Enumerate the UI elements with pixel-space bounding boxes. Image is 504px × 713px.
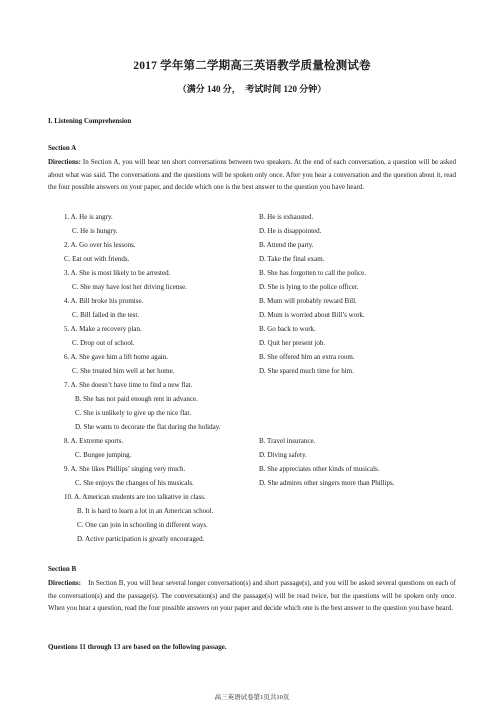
q5-option-c: C. Drop out of school. [72, 339, 135, 347]
section-b-heading: Section B [48, 565, 77, 573]
q2-option-c: C. Eat out with friends. [64, 255, 130, 263]
q7-option-d: D. She wants to decorate the flat during the holiday. [75, 423, 221, 431]
q8-option-b: B. Travel insurance. [259, 437, 316, 445]
q4-option-d: D. Mum is worried about Bill’s work. [259, 311, 365, 319]
q4-option-a: 4. A. Bill broke his promise. [64, 297, 144, 305]
q9-option-c: C. She enjoys the changes of his musicals. [75, 479, 194, 487]
q6-option-a: 6. A. She gave him a lift home again. [64, 353, 169, 361]
q4-option-b: B. Mum will probably reward Bill. [259, 297, 357, 305]
q6-option-c: C. She treated him well at her home. [72, 367, 175, 375]
q2-option-a: 2. A. Go over his lessons. [64, 241, 136, 249]
q3-option-b: B. She has forgotten to call the police. [259, 269, 366, 277]
section-a-heading: Section A [48, 144, 77, 152]
q3-option-d: D. She is lying to the police officer. [259, 283, 359, 291]
q2-option-b: B. Attend the party. [259, 241, 314, 249]
q10-option-d: D. Active participation is greatly encouraged. [77, 535, 205, 543]
q10-option-a: 10. A. American students are too talkative in class. [64, 493, 206, 501]
q3-option-c: C. She may have lost her driving license. [72, 283, 187, 291]
q9-option-a: 9. A. She likes Phillips’ singing very much. [64, 465, 186, 473]
q8-option-c: C. Bungee jumping. [75, 451, 132, 459]
q1-option-c: C. He is hungry. [72, 227, 118, 235]
section-b-directions [48, 577, 456, 615]
q10-option-c: C. One can join in schooling in different ways. [77, 521, 208, 529]
q1-option-d: D. He is disappointed. [259, 227, 322, 235]
q5-option-b: B. Go back to work. [259, 325, 316, 333]
q9-option-d: D. She admires other singers more than Phillips. [259, 479, 395, 487]
q2-option-d: D. Take the final exam. [259, 255, 325, 263]
directions-text: In Section A, you will hear ten short conversations between two speakers. At the end of each conversation, a question will be asked about what was said. The conversations and the questions will be spoken only once. After you hear a conversation and the question about it, read the four possible answers on your paper, and decide which one is the best answer to the question you have heard. [48, 158, 456, 191]
q8-option-d: D. Diving safety. [259, 451, 307, 459]
q7-option-c: C. She is unlikely to give up the nice flat. [75, 409, 192, 417]
q1-option-b: B. He is exhausted. [259, 213, 314, 221]
section-a-directions [48, 156, 456, 194]
q6-option-d: D. She spared much time for him. [259, 367, 354, 375]
q10-option-b: B. It is hard to learn a lot in an American school. [77, 507, 214, 515]
page-subtitle: （满分 140 分， 考试时间 120 分钟） [177, 84, 327, 94]
page-footer: 高三英语试卷第1页共10页 [214, 694, 290, 701]
q3-option-a: 3. A. She is most likely to be arrested. [64, 269, 171, 277]
q5-option-a: 5. A. Make a recovery plan. [64, 325, 142, 333]
directions-label: Directions: [48, 158, 81, 166]
q6-option-b: B. She offered him an extra room. [259, 353, 355, 361]
q7-option-b: B. She has not paid enough rent in advance. [75, 395, 198, 403]
q8-option-a: 8. A. Extreme sports. [64, 437, 124, 445]
page-title: 2017 学年第二学期高三英语教学质量检测试卷 [133, 60, 371, 72]
part-heading-listening: I. Listening Comprehension [48, 117, 132, 125]
q1-option-a: 1. A. He is angry. [64, 213, 113, 221]
q5-option-d: D. Quit her present job. [259, 339, 326, 347]
q9-option-b: B. She appreciates other kinds of musicals. [259, 465, 380, 473]
directions-label: Directions: [48, 579, 81, 587]
passage-intro: Questions 11 through 13 are based on the following passage. [48, 643, 227, 651]
q7-option-a: 7. A. She doesn’t have time to find a new flat. [64, 381, 193, 389]
directions-text: In Section B, you will hear several longer conversation(s) and short passage(s), and you will be asked several questions on each of the conversation(s) and the passage(s). The conversation(s) and the passage(s) will be read twice, but the questions will be spoken only once. When you hear a question, read the four possible answers on your paper and decide which one is the best answer to the question you have heard. [48, 579, 456, 612]
q4-option-c: C. Bill failed in the test. [72, 311, 140, 319]
